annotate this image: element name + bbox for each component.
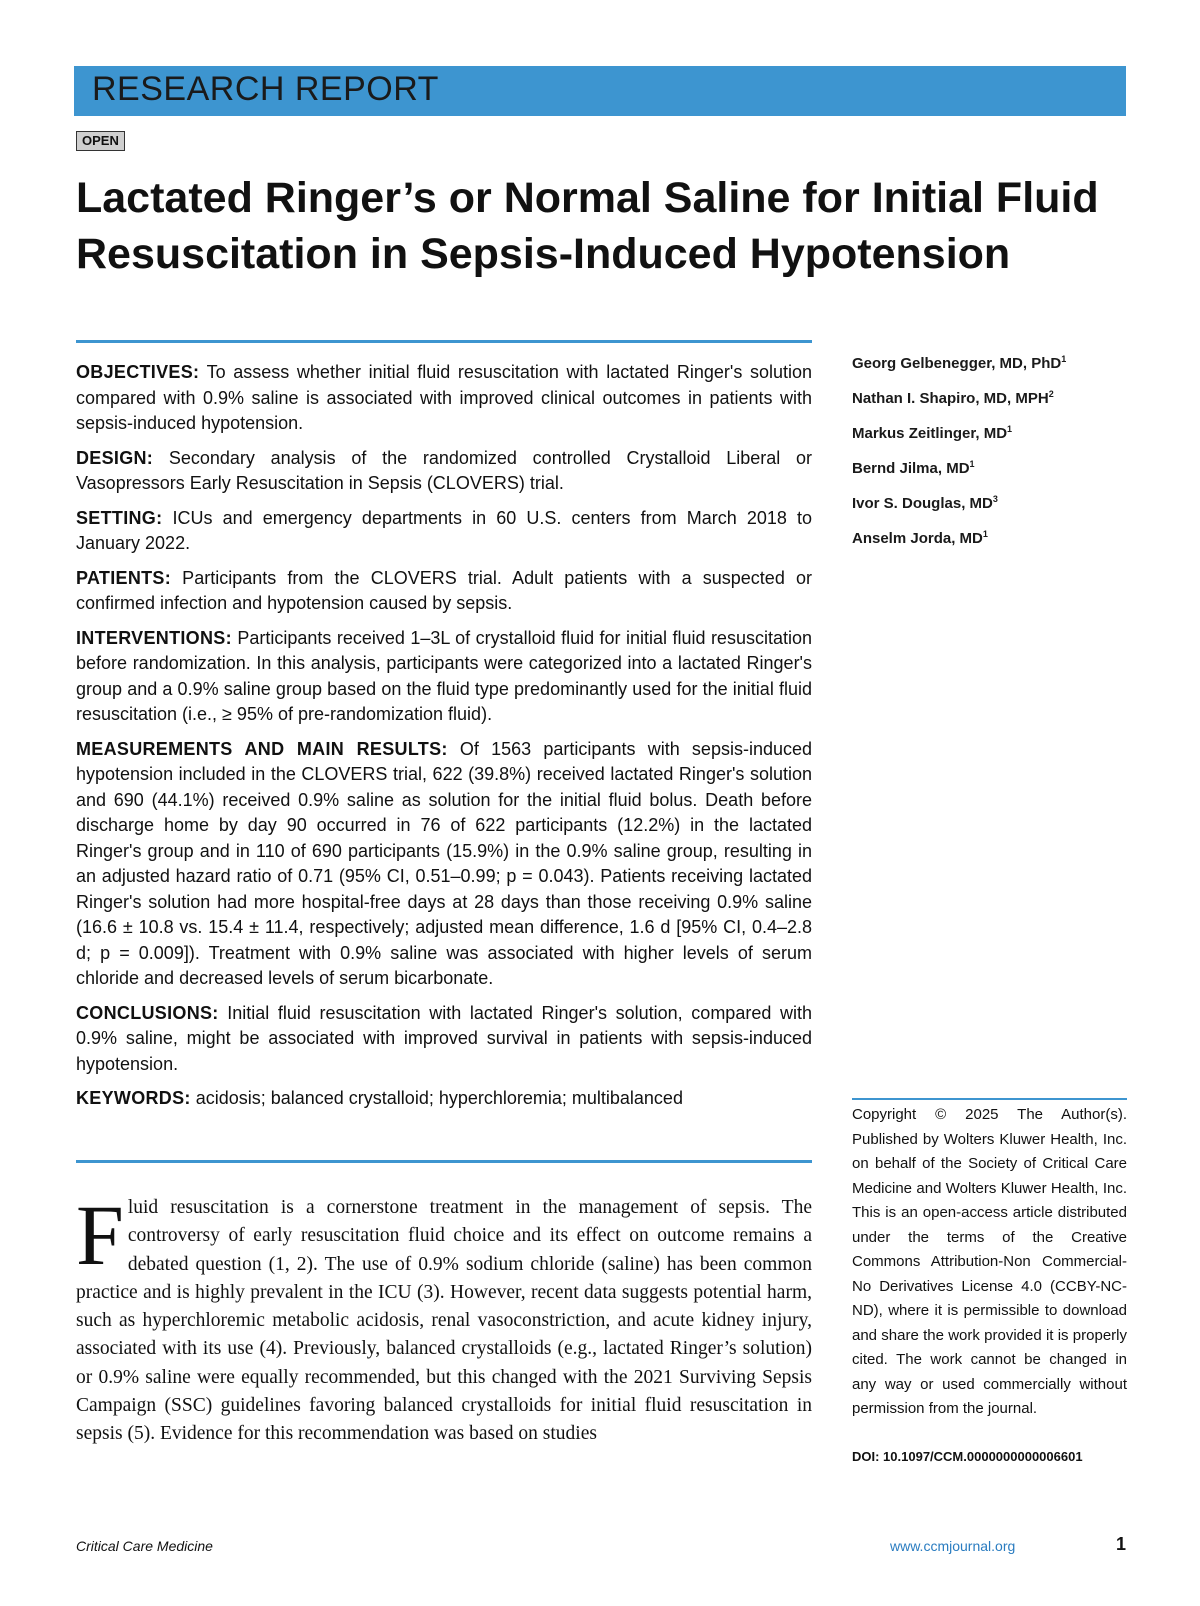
copyright-notice: Copyright © 2025 The Author(s). Published by Wolters Kluwer Health, Inc. on behalf of the Society of Critical Care Medicine and Wolters Kluwer Health, Inc. This is an open-access article distributed under the terms of the Creative Commons Attribution-Non Commercial-No Derivatives License 4.0 (CCBY-NC-ND), where it is permissible to download and share the work provided it is properly cited. The work cannot be changed in any way or used commercially without permission from the journal. xyxy=(852,1106,1127,1417)
abstract-text: Of 1563 participants with sepsis-induced hypotension included in the CLOVERS trial, 622 (39.8%) received lactated Ringer's solution and 690 (44.1%) received 0.9% saline as solution for the initial fluid bolus. Death before discharge home by day 90 occurred in 76 of 622 participants (12.2%) in the lactated Ringer's group and in 110 of 690 participants (15.9%) in the 0.9% saline group, resulting in an adjusted hazard ratio of 0.71 (95% CI, 0.51–0.99; p = 0.043). Patients receiving lactated Ringer's solution had more hospital-free days at 28 days than those receiving 0.9% saline (16.6 ± 10.8 vs. 15.4 ± 11.4, respectively; adjusted mean difference, 1.6 d [95% CI, 0.4–2.8 d; p = 0.009]). Treatment with 0.9% saline was associated with higher levels of serum chloride and decreased levels of serum bicarbonate. xyxy=(76,738,812,988)
author-item xyxy=(852,484,1066,519)
abstract-text: acidosis; balanced crystalloid; hyperchloremia; multibalanced xyxy=(190,1088,683,1108)
author-name: Anselm Jorda, MD xyxy=(852,530,983,547)
abstract-label: OBJECTIVES: xyxy=(76,362,200,382)
body-paragraph xyxy=(76,1187,812,1449)
abstract-label: DESIGN: xyxy=(76,447,154,468)
page-number: 1 xyxy=(1116,1534,1127,1554)
abstract-label: KEYWORDS: xyxy=(76,1088,191,1108)
abstract-text: Secondary analysis of the randomized controlled Crystalloid Liberal or Vasopressors Early Resuscitation in Sepsis (CLOVERS) trial. xyxy=(76,447,812,493)
footer-journal-url[interactable]: www.ccmjournal.org xyxy=(890,1538,1016,1554)
author-list xyxy=(852,344,1066,554)
author-item xyxy=(852,449,1066,484)
author-affiliation: 1 xyxy=(982,529,988,539)
abstract-text: Participants from the CLOVERS trial. Adult patients with a suspected or confirmed infection and hypotension caused by sepsis. xyxy=(76,567,812,613)
author-name: Ivor S. Douglas, MD xyxy=(852,495,993,512)
drop-cap: F xyxy=(76,1187,124,1283)
abstract-label: MEASUREMENTS AND MAIN RESULTS: xyxy=(76,738,448,759)
abstract-label: INTERVENTIONS: xyxy=(76,627,232,648)
doi-link[interactable]: DOI: 10.1097/CCM.0000000000006601 xyxy=(852,1449,1083,1464)
abstract-interventions xyxy=(76,626,812,728)
abstract-setting xyxy=(76,506,812,557)
abstract-label: SETTING: xyxy=(76,507,163,528)
author-affiliation: 1 xyxy=(1061,354,1067,364)
abstract xyxy=(76,360,812,1121)
abstract-objectives xyxy=(76,360,812,437)
abstract-label: PATIENTS: xyxy=(76,567,172,588)
abstract-bottom-rule xyxy=(76,1160,812,1163)
author-affiliation: 1 xyxy=(1007,424,1013,434)
author-affiliation: 2 xyxy=(1048,389,1054,399)
author-affiliation: 3 xyxy=(992,494,998,504)
author-item xyxy=(852,519,1066,554)
abstract-text: ICUs and emergency departments in 60 U.S. centers from March 2018 to January 2022. xyxy=(76,507,812,553)
author-name: Nathan I. Shapiro, MD, MPH xyxy=(852,390,1049,407)
author-name: Markus Zeitlinger, MD xyxy=(852,425,1008,442)
section-banner xyxy=(74,66,1126,116)
article-title: Lactated Ringer’s or Normal Saline for Initial Fluid Resuscitation in Sepsis-Induced Hypotension xyxy=(76,174,1099,278)
footer-journal-name: Critical Care Medicine xyxy=(76,1538,213,1554)
open-access-badge: OPEN xyxy=(76,131,125,151)
author-name: Bernd Jilma, MD xyxy=(852,460,970,477)
abstract-keywords xyxy=(76,1086,812,1112)
author-item xyxy=(852,414,1066,449)
author-item xyxy=(852,344,1066,379)
abstract-results xyxy=(76,737,812,992)
abstract-top-rule xyxy=(76,340,812,343)
body-paragraph-text: luid resuscitation is a cornerstone treatment in the management of sepsis. The controversy of early resuscitation fluid choice and its effect on outcome remains a debated question (1, 2). The use of 0.9% sodium chloride (saline) has been common practice and is highly prevalent in the ICU (3). However, recent data suggests potential harm, such as hyperchloremic metabolic acidosis, renal vasoconstriction, and acute kidney injury, associated with its use (4). Previously, balanced crystalloids (e.g., lactated Ringer’s solution) or 0.9% saline were equally recommended, but this changed with the 2021 Surviving Sepsis Campaign (SSC) guidelines favoring balanced crystalloids for initial fluid resuscitation in sepsis (5). Evidence for this recommendation was based on studies xyxy=(76,1197,812,1445)
abstract-conclusions xyxy=(76,1001,812,1078)
copyright-rule xyxy=(852,1098,1127,1100)
section-banner-label: RESEARCH REPORT xyxy=(92,70,439,108)
author-name: Georg Gelbenegger, MD, PhD xyxy=(852,355,1062,372)
abstract-text: Participants received 1–3L of crystalloid fluid for initial fluid resuscitation before randomization. In this analysis, participants were categorized into a lactated Ringer's group and a 0.9% saline group based on the fluid type predominantly used for the initial fluid resuscitation (i.e., ≥ 95% of pre-randomization fluid). xyxy=(76,627,812,724)
author-affiliation: 1 xyxy=(969,459,975,469)
abstract-text: Initial fluid resuscitation with lactated Ringer's solution, compared with 0.9% saline, might be associated with improved survival in patients with sepsis-induced hypotension. xyxy=(76,1002,812,1074)
abstract-design xyxy=(76,446,812,497)
author-item xyxy=(852,379,1066,414)
abstract-text: To assess whether initial fluid resuscitation with lactated Ringer's solution compared with 0.9% saline is associated with improved clinical outcomes in patients with sepsis-induced hypotension. xyxy=(76,362,812,433)
abstract-label: CONCLUSIONS: xyxy=(76,1002,219,1023)
abstract-patients xyxy=(76,566,812,617)
